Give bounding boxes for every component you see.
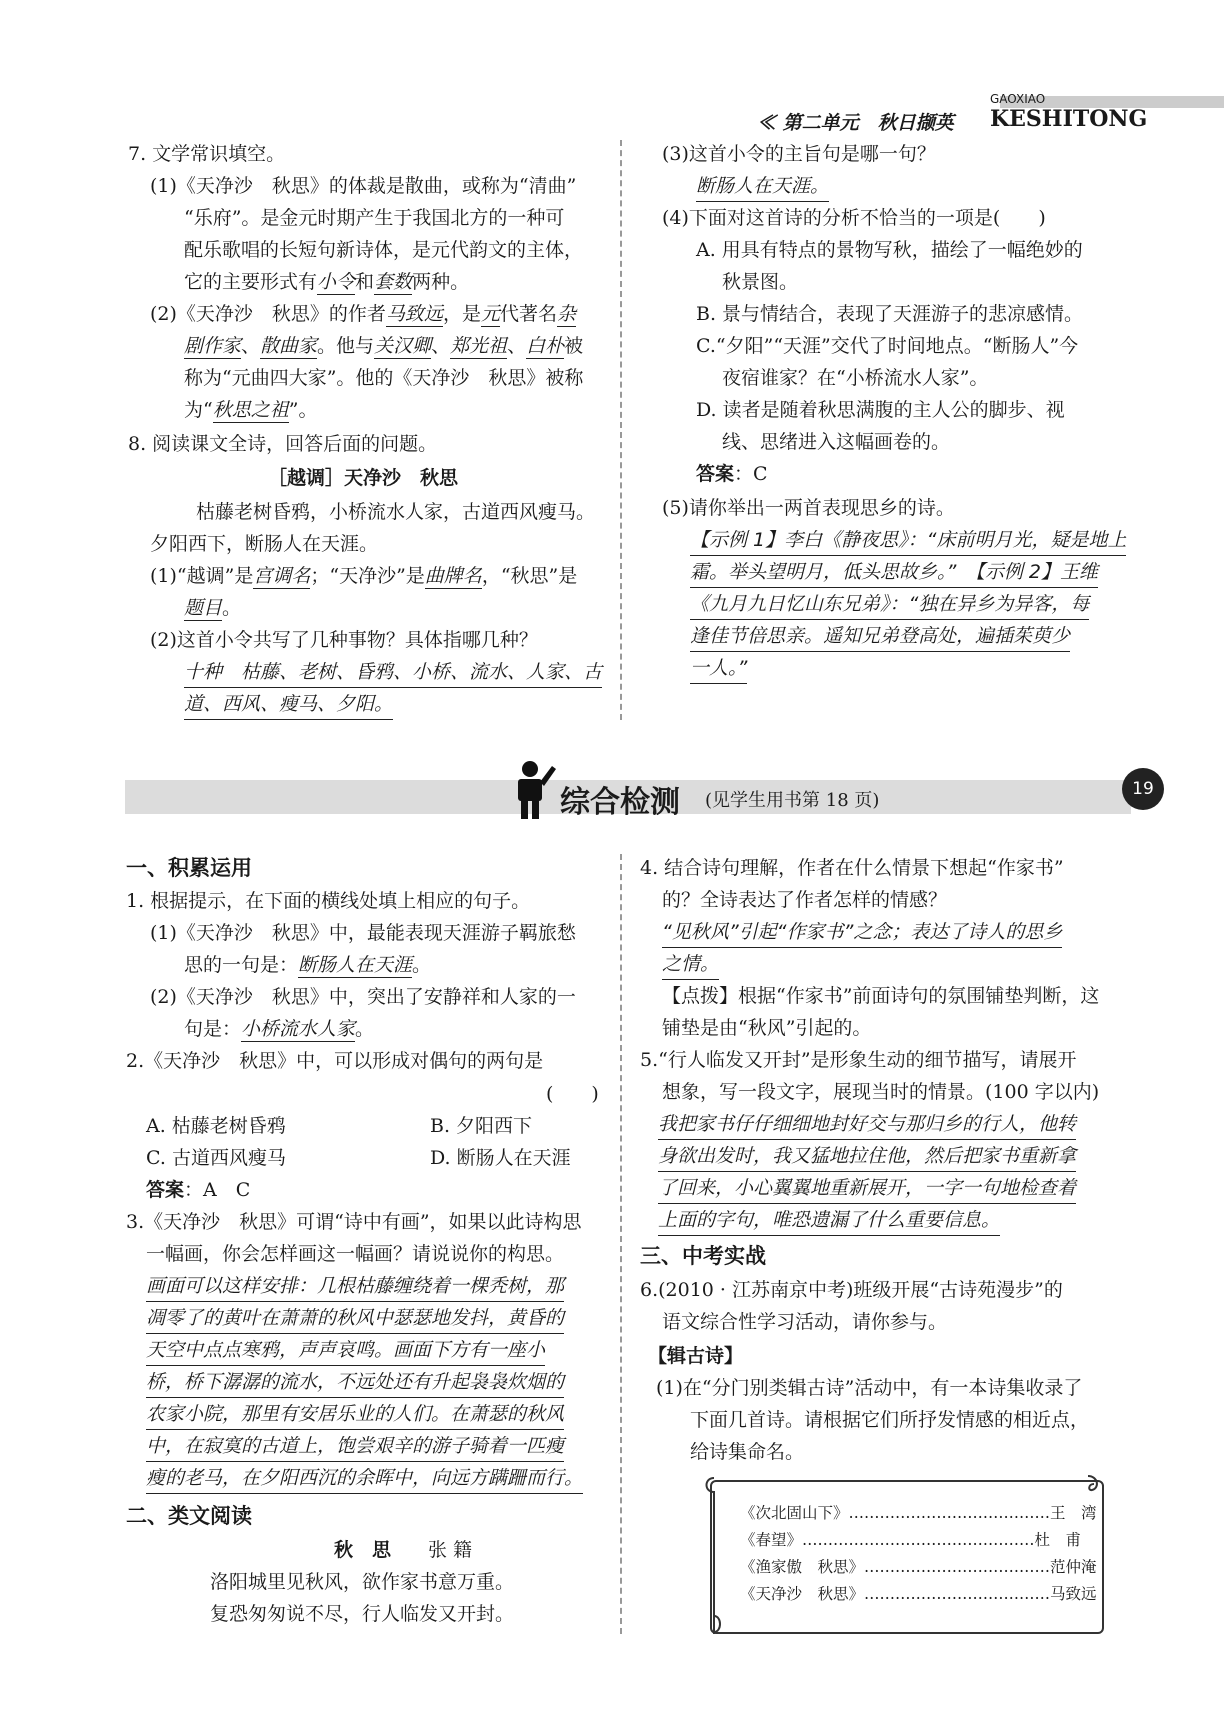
answer-paren: ( ) — [546, 1083, 599, 1105]
answer-blank: 杂 — [556, 303, 576, 325]
poem-title: 秋 思 — [334, 1539, 392, 1561]
scroll-row: 《次北固山下》…………………………………王 湾 — [740, 1504, 1097, 1522]
answer-line: 道、西风、瘦马、夕阳。 — [184, 690, 393, 720]
q7-line: 为“秋思之祖”。 — [184, 399, 318, 421]
page-number: 19 — [1122, 768, 1164, 810]
q4-stem: 的？全诗表达了作者怎样的情感？ — [662, 889, 948, 911]
tip: 【点拨】根据“作家书”前面诗句的氛围铺垫判断，这 — [662, 985, 1100, 1007]
option: 线、思绪进入这幅画卷的。 — [722, 431, 951, 453]
poem-list-scroll — [710, 1480, 1104, 1634]
answer-line: 了回来，小心翼翼地重新展开，一字一句地检查着 — [658, 1174, 1076, 1204]
q1-stem: 1. 根据提示，在下面的横线处填上相应的句子。 — [126, 890, 531, 912]
section-heading: 二、类文阅读 — [126, 1504, 252, 1528]
answer-line: 凋零了的黄叶在萧萧的秋风中瑟瑟地发抖，黄昏的 — [146, 1304, 564, 1334]
answer: 答案：C — [696, 463, 768, 485]
poem-line: 夕阳西下，断肠人在天涯。 — [150, 533, 379, 555]
scroll-row: 《春望》………………………………………杜 甫 — [740, 1531, 1082, 1549]
answer-line: 中，在寂寞的古道上，饱尝艰辛的游子骑着一匹瘦 — [146, 1432, 564, 1462]
answer-blank: 关汉卿 — [374, 335, 432, 357]
poem-line: 枯藤老树昏鸦，小桥流水人家，古道西风瘦马。 — [196, 501, 596, 523]
answer-line: 瘦的老马，在夕阳西沉的余晖中，向远方蹒跚而行。 — [146, 1464, 583, 1494]
answer-blank: 断肠人在天涯 — [298, 954, 413, 976]
answer-blank: 小桥流水人家 — [241, 1018, 356, 1040]
q5-stem: 想象，写一段文字，展现当时的情景。(100 字以内) — [662, 1081, 1100, 1103]
scroll-row: 《天净沙 秋思》………………………………马致远 — [740, 1585, 1097, 1603]
q6-stem: 6.(2010 · 江苏南京中考)班级开展“古诗苑漫步”的 — [640, 1279, 1063, 1301]
q5-stem: 5.“行人临发又开封”是形象生动的细节描写，请展开 — [640, 1049, 1077, 1071]
option: A. 用具有特点的景物写秋，描绘了一幅绝妙的 — [696, 239, 1083, 261]
q7-line: 它的主要形式有小令和套数两种。 — [184, 271, 470, 293]
answer-blank: 剧作家 — [184, 335, 242, 357]
q1-sub: (2)《天净沙 秋思》中，突出了安静祥和人家的一 — [150, 986, 576, 1008]
answer-line: 身欲出发时，我又猛地拉住他，然后把家书重新拿 — [658, 1142, 1076, 1172]
q6-tag: 【辑古诗】 — [648, 1345, 744, 1367]
q7-stem: 7. 文学常识填空。 — [128, 143, 286, 165]
option: C.“夕阳”“天涯”交代了时间地点。“断肠人”今 — [696, 335, 1079, 357]
answer-blank: 宫调名 — [253, 565, 311, 587]
answer-line: 我把家书仔仔细细地封好交与那归乡的行人，他转 — [658, 1110, 1076, 1140]
option: A. 枯藤老树昏鸦 — [146, 1115, 286, 1137]
answer-blank: 散曲家 — [260, 335, 318, 357]
answer-line: “见秋风”引起“作家书”之念；表达了诗人的思乡 — [662, 918, 1062, 948]
poem-line: 复恐匆匆说不尽，行人临发又开封。 — [210, 1603, 515, 1625]
banner-title: 综合检测 — [560, 785, 680, 820]
answer-blank: 元 — [480, 303, 500, 325]
tip: 铺垫是由“秋风”引起的。 — [662, 1017, 872, 1039]
answer-line: 十种 枯藤、老树、昏鸦、小桥、流水、人家、古 — [184, 658, 602, 688]
section-heading: 三、中考实战 — [640, 1244, 766, 1268]
option: D. 断肠人在天涯 — [430, 1147, 571, 1169]
section-heading: 一、积累运用 — [126, 856, 252, 880]
option: B. 夕阳西下 — [430, 1115, 533, 1137]
answer-blank: 曲牌名 — [424, 565, 482, 587]
figure-icon — [512, 760, 556, 820]
banner-subtitle: (见学生用书第 18 页) — [705, 790, 880, 811]
answer-line: 天空中点点寒鸦，声声哀鸣。画面下方有一座小 — [146, 1336, 545, 1366]
answer-line: 逢佳节倍思亲。遥知兄弟登高处，遍插茱萸少 — [690, 622, 1070, 652]
answer-line: 上面的字句，唯恐遗漏了什么重要信息。 — [658, 1206, 1000, 1236]
scroll-curl-right-icon — [1084, 1472, 1108, 1502]
answer-line: 桥，桥下潺潺的流水，不远处还有升起袅袅炊烟的 — [146, 1368, 564, 1398]
poem-author: 张 籍 — [428, 1539, 473, 1561]
option: C. 古道西风瘦马 — [146, 1147, 286, 1169]
answer-line: 断肠人在天涯。 — [696, 172, 829, 202]
q8-sub: (4)下面对这首诗的分析不恰当的一项是( ) — [662, 207, 1046, 229]
q2-stem: 2.《天净沙 秋思》中，可以形成对偶句的两句是 — [126, 1050, 544, 1072]
q7-line: “乐府”。是金元时期产生于我国北方的一种可 — [184, 207, 565, 229]
q8-sub: (2)这首小令共写了几种事物？具体指哪几种？ — [150, 629, 538, 651]
q6-sub: (1)在“分门别类辑古诗”活动中，有一本诗集收录了 — [656, 1377, 1083, 1399]
answer-line: 画面可以这样安排：几根枯藤缠绕着一棵秃树，那 — [146, 1272, 564, 1302]
q8-stem: 8. 阅读课文全诗，回答后面的问题。 — [128, 433, 438, 455]
poem-title: ［越调］天净沙 秋思 — [268, 467, 459, 489]
q7-line: (1)《天净沙 秋思》的体裁是散曲，或称为“清曲” — [150, 175, 577, 197]
answer-line: 之情。 — [662, 950, 719, 980]
option: D. 读者是随着秋思满腹的主人公的脚步、视 — [696, 399, 1065, 421]
q4-stem: 4. 结合诗句理解，作者在什么情景下想起“作家书” — [640, 857, 1064, 879]
scroll-row: 《渔家傲 秋思》………………………………范仲淹 — [740, 1558, 1097, 1576]
q1-sub: 句是：小桥流水人家。 — [184, 1018, 375, 1040]
answer-line: 一人。” — [690, 654, 747, 684]
q3-stem: 一幅画，你会怎样画这一幅画？请说说你的构思。 — [146, 1243, 565, 1265]
q8-sub: (5)请你举出一两首表现思乡的诗。 — [662, 497, 955, 519]
answer-blank: 郑光祖 — [450, 335, 508, 357]
brand-big: KESHITONG — [990, 106, 1148, 132]
column-divider — [620, 140, 622, 720]
q7-line: 配乐歌唱的长短句新诗体，是元代韵文的主体， — [184, 239, 584, 261]
q8-sub: 题目。 — [184, 597, 242, 619]
option: 夜宿谁家？在“小桥流水人家”。 — [722, 367, 989, 389]
q1-sub: (1)《天净沙 秋思》中，最能表现天涯游子羁旅愁 — [150, 922, 576, 944]
q8-sub: (3)这首小令的主旨句是哪一句？ — [662, 143, 936, 165]
brand-small: GAOXIAO — [990, 92, 1046, 106]
q6-sub: 下面几首诗。请根据它们所抒发情感的相近点， — [690, 1409, 1090, 1431]
q6-stem: 语文综合性学习活动，请你参与。 — [662, 1311, 948, 1333]
q8-sub: (1)“越调”是宫调名；“天净沙”是曲牌名，“秋思”是 — [150, 565, 578, 587]
answer-blank: 题目 — [184, 597, 223, 619]
answer-blank: 马致远 — [385, 303, 443, 325]
answer-line: 【示例 1】李白《静夜思》：“床前明月光，疑是地上 — [690, 526, 1126, 556]
answer-blank: 小令 — [317, 271, 356, 293]
q7-line: 称为“元曲四大家”。他的《天净沙 秋思》被称 — [184, 367, 584, 389]
answer-line: 农家小院，那里有安居乐业的人们。在萧瑟的秋风 — [146, 1400, 564, 1430]
answer: 答案：A C — [146, 1179, 251, 1201]
q1-sub: 思的一句是：断肠人在天涯。 — [184, 954, 432, 976]
q6-sub: 给诗集命名。 — [690, 1441, 805, 1463]
option: 秋景图。 — [722, 271, 799, 293]
answer-blank: 套数 — [374, 271, 413, 293]
unit-title: ≪ 第二单元 秋日撷英 — [757, 112, 954, 134]
option: B. 景与情结合，表现了天涯游子的悲凉感情。 — [696, 303, 1084, 325]
answer-line: 霜。举头望明月，低头思故乡。” 【示例 2】王维 — [690, 558, 1098, 588]
answer-line: 《九月九日忆山东兄弟》：“独在异乡为异客，每 — [690, 590, 1089, 620]
q7-line: 剧作家、散曲家。他与关汉卿、郑光祖、白朴被 — [184, 335, 584, 357]
column-divider — [620, 854, 622, 1634]
answer-blank: 白朴 — [526, 335, 565, 357]
scroll-curl-left-icon — [700, 1476, 724, 1636]
q7-line: (2)《天净沙 秋思》的作者马致远，是元代著名杂 — [150, 303, 576, 325]
q3-stem: 3.《天净沙 秋思》可谓“诗中有画”，如果以此诗构思 — [126, 1211, 582, 1233]
poem-line: 洛阳城里见秋风，欲作家书意万重。 — [210, 1571, 515, 1593]
answer-blank: 秋思之祖 — [212, 399, 289, 421]
